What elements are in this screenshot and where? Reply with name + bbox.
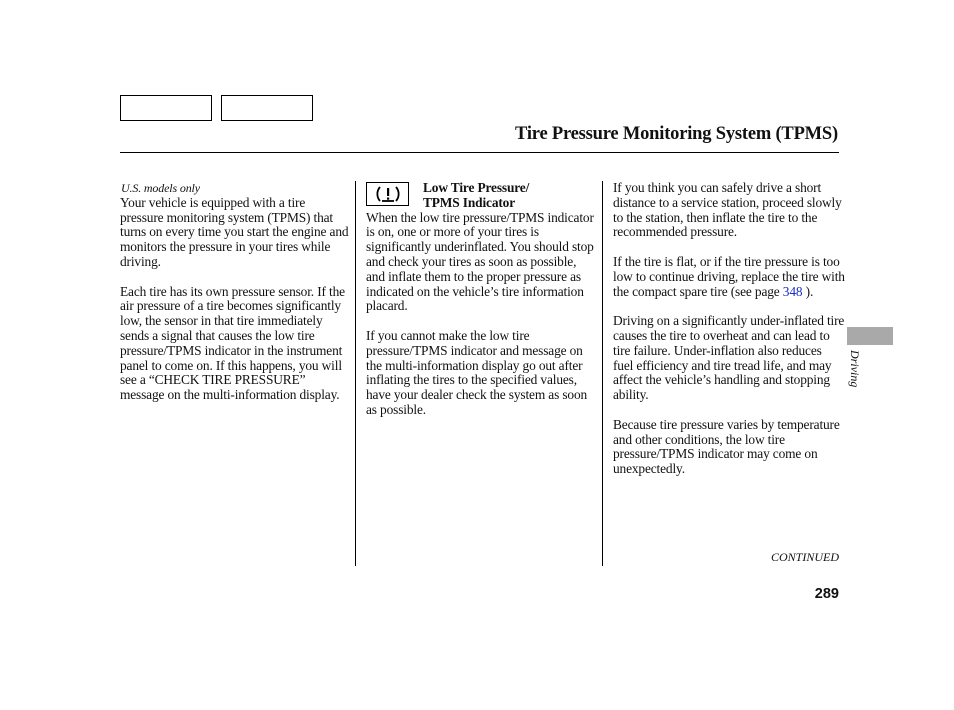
indicator-heading-line-1: Low Tire Pressure/ xyxy=(423,180,530,195)
flat-tire-text-end: ). xyxy=(802,283,814,299)
page-number: 289 xyxy=(814,586,839,602)
paragraph-flat-tire xyxy=(613,255,845,299)
section-label: Driving xyxy=(848,350,862,388)
indicator-heading-line-2: TPMS Indicator xyxy=(423,194,516,210)
paragraph-underinflation: Driving on a significantly under-inflated tire causes the tire to overheat and can lead to tire failure. Under-inflation also reduces fuel efficiency and tire tread life, and may affect the vehicle’s handling and stopping ability. xyxy=(613,313,845,403)
flat-tire-text: If the tire is flat, or if the tire pressure is too low to continue driving, replace the tire with the compact spare tire (see page xyxy=(613,253,845,299)
paragraph-temperature: Because tire pressure varies by temperature and other conditions, the low tire pressure/TPMS indicator may come on unexpectedly. xyxy=(613,416,840,477)
title-divider xyxy=(120,152,839,153)
section-tab xyxy=(847,327,893,345)
paragraph-drive-to-station: If you think you can safely drive a short distance to a service station, proceed slowly to the station, then inflate the tire to the recommended pressure. xyxy=(613,180,842,240)
column-1 xyxy=(120,181,350,418)
continued-label: CONTINUED xyxy=(770,550,839,564)
indicator-heading-row xyxy=(366,181,596,211)
paragraph-tpms-sensor: Each tire has its own pressure sensor. If the air pressure of a tire becomes significantly low, the sensor in that tire immediately sends a signal that causes the low tire pressure/TPMS indicator in the instrument panel to come on. If this happens, you will see a “CHECK TIRE PRESSURE” message on the multi-information display. xyxy=(120,283,345,403)
models-note: U.S. models only xyxy=(121,181,200,195)
nav-box-1[interactable] xyxy=(120,95,212,121)
indicator-heading xyxy=(423,181,529,211)
paragraph-indicator-on: When the low tire pressure/TPMS indicator is on, one or more of your tires is significantly underinflated. You should stop and check your tires as soon as possible, and inflate them to the proper pressure as indicated on the vehicle’s tire information placard. xyxy=(366,209,594,314)
column-divider-2 xyxy=(602,181,603,566)
column-divider-1 xyxy=(355,181,356,566)
page-348-link[interactable]: 348 xyxy=(782,283,803,299)
page-title: Tire Pressure Monitoring System (TPMS) xyxy=(515,124,838,144)
column-3 xyxy=(613,181,845,492)
nav-box-2[interactable] xyxy=(221,95,313,121)
low-tire-pressure-icon xyxy=(366,182,409,206)
paragraph-tpms-intro: Your vehicle is equipped with a tire pressure monitoring system (TPMS) that turns on every time you start the engine and monitors the pressure in your tires while driving. xyxy=(120,194,349,269)
paragraph-indicator-stays-on: If you cannot make the low tire pressure/TPMS indicator and message on the multi-information display go out after inflating the tires to the specified values, have your dealer check the system as soon as possible. xyxy=(366,327,588,417)
column-2 xyxy=(366,181,596,433)
